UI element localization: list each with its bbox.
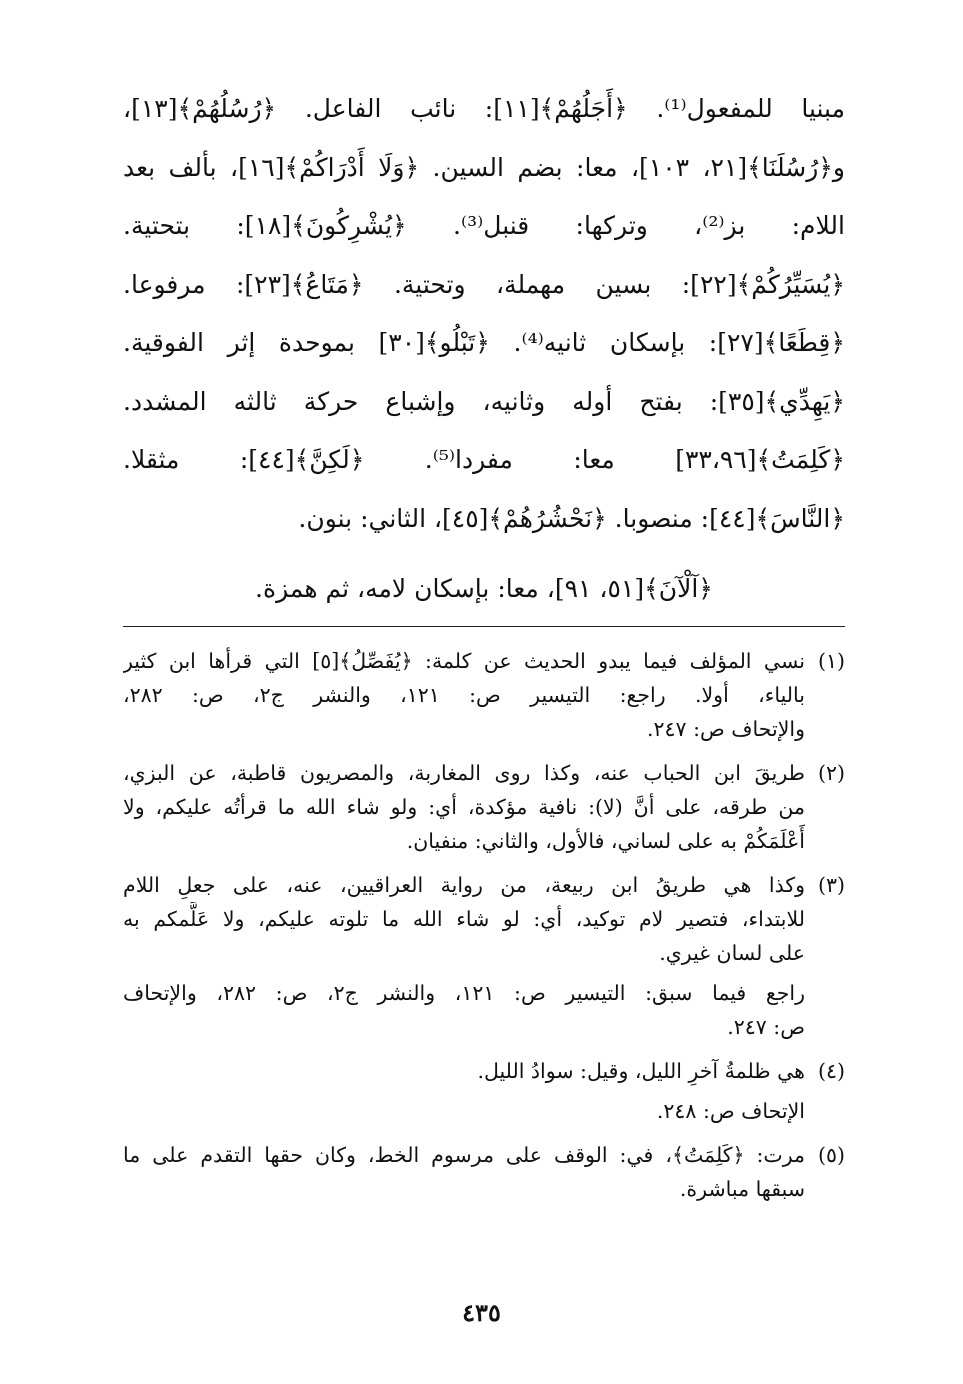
main-text-line: مبنيا للمفعول⁽¹⁾. ﴿أَجَلُهُمْ﴾[١١]: نائب الفاعل. ﴿رُسُلُهُمْ﴾[١٣]، (123, 94, 845, 123)
footnote-number: (٣) (817, 873, 845, 897)
footnote-line: ص: ٢٤٧. (727, 1015, 805, 1039)
main-text-line: ﴿النَّاسَ﴾[٤٤]: منصوبا. ﴿نَحْشُرُهُمْ﴾[٤٥]، الثاني: بنون. (298, 503, 845, 533)
footnote-number: (٤) (817, 1059, 845, 1083)
footnote (123, 1138, 845, 1206)
footnote-continuation (123, 976, 845, 1044)
footnote-line: بالياء، أولا. راجع: التيسير ص: ١٢١، والنشر ج٢، ص: ٢٨٢، (123, 683, 805, 707)
main-text-line: ﴿كَلِمَتُ﴾[٣٣،٩٦] معا: مفردا⁽⁵⁾. ﴿لَكِنَّ﴾[٤٤]: مثقلا. (123, 445, 845, 474)
footnote-continuation (123, 1094, 845, 1128)
main-text-line: ﴿يَهِدِّي﴾[٣٥]: بفتح أوله وثانيه، وإشباع حركة ثالثه المشدد. (123, 386, 845, 416)
footnote-line: أَعْلَمَكُمْ به على لساني، فالأول، والثاني: منفيان. (406, 829, 805, 853)
footnote (123, 644, 845, 746)
footnote-line: نسي المؤلف فيما يبدو الحديث عن كلمة: ﴿يُفَصِّلُ﴾[٥] التي قرأها ابن كثير (123, 649, 805, 673)
footnote (123, 1054, 845, 1088)
main-text-line: ﴿يُسَيِّرُكُمْ﴾[٢٢]: بسين مهملة، وتحتية. ﴿مَتَاعُ﴾[٢٣]: مرفوعا. (123, 269, 845, 299)
footnote-number: (٢) (817, 761, 845, 785)
main-text-last-line: ﴿آلْآنَ﴾[٥١، ٩١]، معا: بإسكان لامه، ثم همزة. (255, 574, 713, 603)
main-text-line: اللام: بز⁽²⁾، وتركها: قنبل⁽³⁾. ﴿يُشْرِكُونَ﴾[١٨]: بتحتية. (123, 211, 845, 240)
page-number: ٤٣٥ (462, 1298, 501, 1327)
footnote-separator (123, 626, 845, 627)
footnote-line: هي ظلمةُ آخرِ الليل، وقيل: سوادُ الليل. (477, 1059, 805, 1083)
footnote-line: وكذا هي طريقُ ابن ربيعة، من رواية العراقيين، عنه، على جعلِ اللام (123, 873, 805, 897)
main-text-line: ﴿قِطَعًا﴾[٢٧]: بإسكان ثانيه⁽⁴⁾. ﴿تَبْلُو﴾[٣٠] بموحدة إثر الفوقية. (123, 328, 845, 357)
footnote-line: والإتحاف ص: ٢٤٧. (646, 717, 805, 741)
footnote-line: طريقَ ابن الحباب عنه، وكذا روى المغاربة، والمصريون قاطبة، عن البزي، (123, 761, 805, 785)
footnote-line: من طرقه، على أنَّ (لا): نافية مؤكدة، أي: ولو شاء الله ما قرأتُه عليكم، ولا (123, 795, 805, 819)
footnote (123, 756, 845, 858)
footnote-line: للابتداء، فتصير لام توكيد، أي: لو شاء الله ما تلوته عليكم، ولا عَلَّمكم به (123, 907, 805, 931)
footnote-line: الإتحاف ص: ٢٤٨. (656, 1099, 805, 1123)
footnote-line: سبقها مباشرة. (679, 1177, 805, 1201)
footnote-number: (٥) (817, 1143, 845, 1167)
footnote-line: مرت: ﴿كَلِمَتُ﴾، في: الوقف على مرسوم الخط، وكان حقها التقدم على ما (123, 1143, 805, 1167)
main-text-block (123, 80, 845, 619)
main-text-line: و﴿رُسُلَنَا﴾[٢١، ١٠٣]، معا: بضم السين. ﴿وَلَا أَدْرَاكُمْ﴾[١٦]، بألف بعد (123, 152, 845, 182)
footnote (123, 868, 845, 970)
footnote-line: راجع فيما سبق: التيسير ص: ١٢١، والنشر ج٢، ص: ٢٨٢، والإتحاف (123, 981, 805, 1005)
footnote-number: (١) (817, 649, 845, 673)
footnote-line: على لسان غيري. (659, 941, 805, 965)
footnotes-block (123, 644, 845, 1216)
